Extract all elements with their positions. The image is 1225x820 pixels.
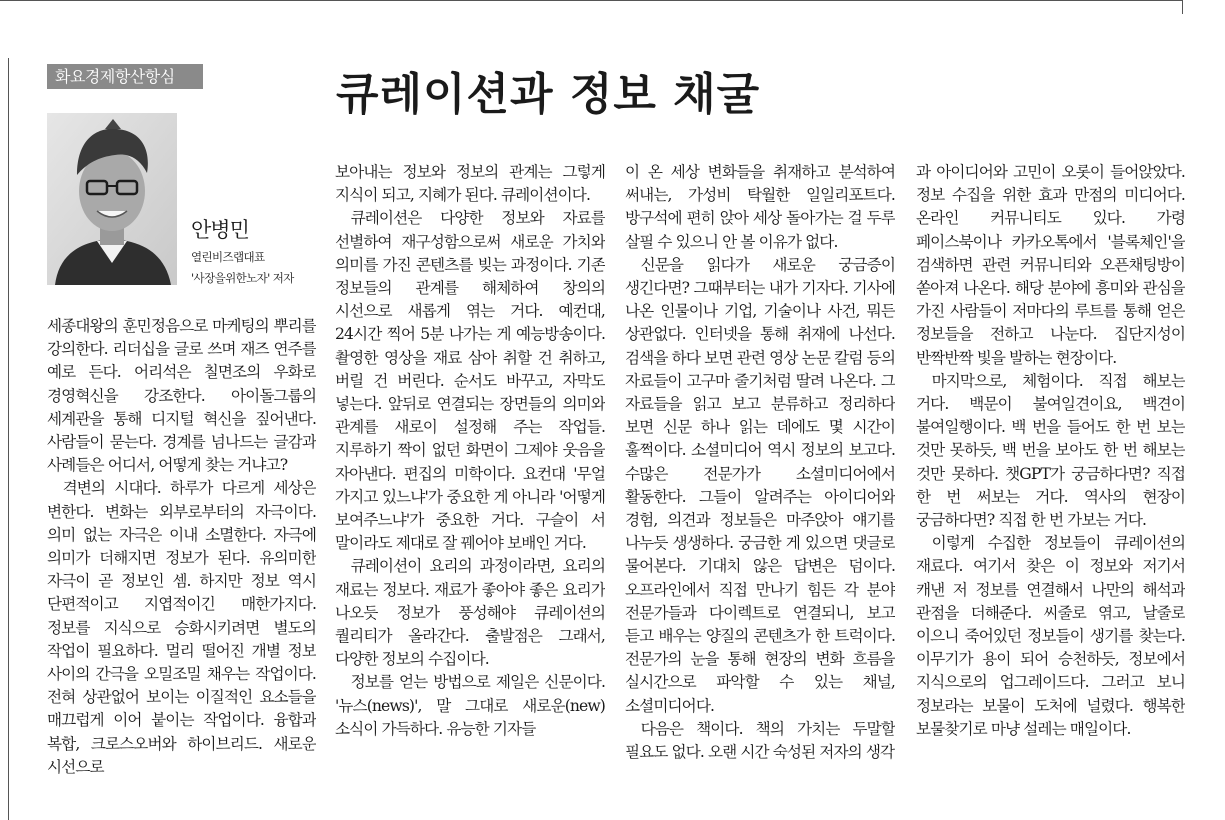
paragraph: 세종대왕의 훈민정음으로 마케팅의 뿌리를 강의한다. 리더십을 글로 쓰며 재즈 연주를 예로 든다. 어리석은 칠면조의 우화로 경영혁신을 강조한다. 아이돌그룹의 세계관을 통해 디지털 혁신을 짚어낸다. 사람들이 묻는다. 경계를 넘나드는 글감과 사례들은 어디서, 어떻게 찾는 거냐고? [47,317,316,475]
author-portrait-image [47,113,177,285]
article-column-3 [625,161,895,811]
paragraph: 격변의 시대다. 하루가 다르게 세상은 변한다. 변화는 외부로부터의 자극이다. 의미 없는 자극은 이내 소멸한다. 자극에 의미가 더해지면 정보가 된다. 유의미한 자극이 곧 정보인 셈. 하지만 정보 역시 단편적이고 지엽적이긴 매한가지다. 정보를 지식으로 승화시키려면 별도의 작업이 필요하다. 멀리 떨어진 개별 정보 사이의 간극을 오밀조밀 채우는 작업이다. 전혀 상관없어 보이는 이질적인 요소들을 매끄럽게 이어 붙이는 작업이다. 융합과 복합, 크로스오버와 하이브리드. 새로운 시선으로 [47,479,316,776]
paragraph: 이 온 세상 변화들을 취재하고 분석하여 써내는, 가성비 탁월한 일일리포트다. 방구석에 편히 앉아 세상 돌아가는 걸 두루 살필 수 있으니 안 볼 이유가 없다. [625,163,895,251]
paragraph: 마지막으로, 체험이다. 직접 해보는 거다. 백문이 불여일견이요, 백견이 불여일행이다. 백 번을 들어도 한 번 보는 것만 못하듯, 백 번을 보아도 한 번 해보는 것만 못하다. 챗GPT가 궁금하다면? 직접 한 번 써보는 거다. 역사의 현장이 궁금하다면? 직접 한 번 가보는 거다. [916,371,1185,530]
headline: 큐레이션과 정보 채굴 [336,69,761,120]
paragraph: 큐레이션이 요리의 과정이라면, 요리의 재료는 정보다. 재료가 좋아야 좋은 요리가 나오듯 정보가 풍성해야 큐레이션의 퀄리티가 올라간다. 출발점은 그래서, 다양한 정보의 수집이다. [335,557,605,669]
author-name: 안병민 [191,218,249,242]
author-photo [47,113,177,285]
paragraph: 신문을 읽다가 새로운 궁금증이 생긴다면? 그때부터는 내가 기자다. 기사에 나온 인물이나 기업, 기술이나 사건, 뭐든 상관없다. 인터넷을 통해 취재에 나선다. 검색을 하다 보면 관련 영상 논문 칼럼 등의 자료들이 고구마 줄기처럼 딸려 나온다. 그 자료들을 읽고 보고 분류하고 정리하다 보면 신문 하나 읽는 데에도 몇 시간이 훌쩍이다. 소셜미디어 역시 정보의 보고다. 수많은 전문가가 소셜미디어에서 활동한다. 그들이 알려주는 아이디어와 경험, 의견과 정보들은 마주앉아 얘기를 나누듯 생생하다. 궁금한 게 있으면 댓글로 물어본다. 기대치 않은 답변은 덤이다. 오프라인에서 직접 만나기 힘든 각 분야 전문가들과 다이렉트로 연결되니, 보고 듣고 배우는 양질의 콘텐츠가 한 트럭이다. 전문가의 눈을 통해 현장의 변화 흐름을 실시간으로 파악할 수 있는 채널, 소셜미디어다. [625,255,895,715]
top-rule-corner [1182,0,1183,14]
author-role: 열린비즈랩대표 [191,250,265,264]
article-column-1 [47,315,316,810]
author-book: '사장을위한노자' 저자 [191,271,294,285]
paragraph: 정보를 얻는 방법으로 제일은 신문이다. '뉴스(news)', 말 그대로 새로운(new) 소식이 가득하다. 유능한 기자들 [335,673,605,738]
paragraph: 보아내는 정보와 정보의 관계는 그렇게 지식이 되고, 지혜가 된다. 큐레이션이다. [335,163,605,205]
paragraph: 이렇게 수집한 정보들이 큐레이션의 재료다. 여기서 찾은 이 정보와 저기서 캐낸 저 정보를 연결해서 나만의 해석과 관점을 더해준다. 씨줄로 엮고, 날줄로 이으니 죽어있던 정보들이 생기를 찾는다. 이무기가 용이 되어 승천하듯, 정보에서 지식으로의 업그레이드다. 그러고 보니 정보라는 보물이 도처에 널렸다. 행복한 보물찾기로 마냥 설레는 매일이다. [916,534,1185,738]
article-column-4 [916,161,1185,811]
article-column-2 [335,161,605,811]
paragraph: 큐레이션은 다양한 정보와 자료를 선별하여 재구성함으로써 새로운 가치와 의미를 가진 콘텐츠를 빚는 과정이다. 기존 정보들의 관계를 해체하여 창의의 시선으로 새롭게 엮는 거다. 예컨대, 24시간 찍어 5분 나가는 게 예능방송이다. 촬영한 영상을 재료 삼아 취할 건 취하고, 버릴 건 버린다. 순서도 바꾸고, 자막도 넣는다. 앞뒤로 연결되는 장면들의 의미와 관계를 새로이 설정해 주는 작업들. 지루하기 짝이 없던 화면이 그제야 웃음을 자아낸다. 편집의 미학이다. 요컨대 '무얼 가지고 있느냐'가 중요한 게 아니라 '어떻게 보여주느냐'가 중요한 거다. 구슬이 서 말이라도 제대로 잘 꿰어야 보배인 거다. [335,209,605,553]
left-column-rule [8,58,9,820]
paragraph: 과 아이디어와 고민이 오롯이 들어앉았다. 정보 수집을 위한 효과 만점의 미디어다. 온라인 커뮤니티도 있다. 가령 페이스북이나 카카오톡에서 '블록체인'을 검색하면 관련 커뮤니티와 오픈채팅방이 쏟아져 나온다. 해당 분야에 흥미와 관심을 가진 사람들이 저마다의 루트를 통해 얻은 정보들을 전하고 나눈다. 집단지성이 반짝반짝 빛을 발하는 현장이다. [916,163,1185,367]
paragraph: 다음은 책이다. 책의 가치는 두말할 필요도 없다. 오랜 시간 숙성된 저자의 생각 [625,719,895,762]
section-tag: 화요경제항산항심 [47,64,203,89]
top-rule [0,0,1183,1]
